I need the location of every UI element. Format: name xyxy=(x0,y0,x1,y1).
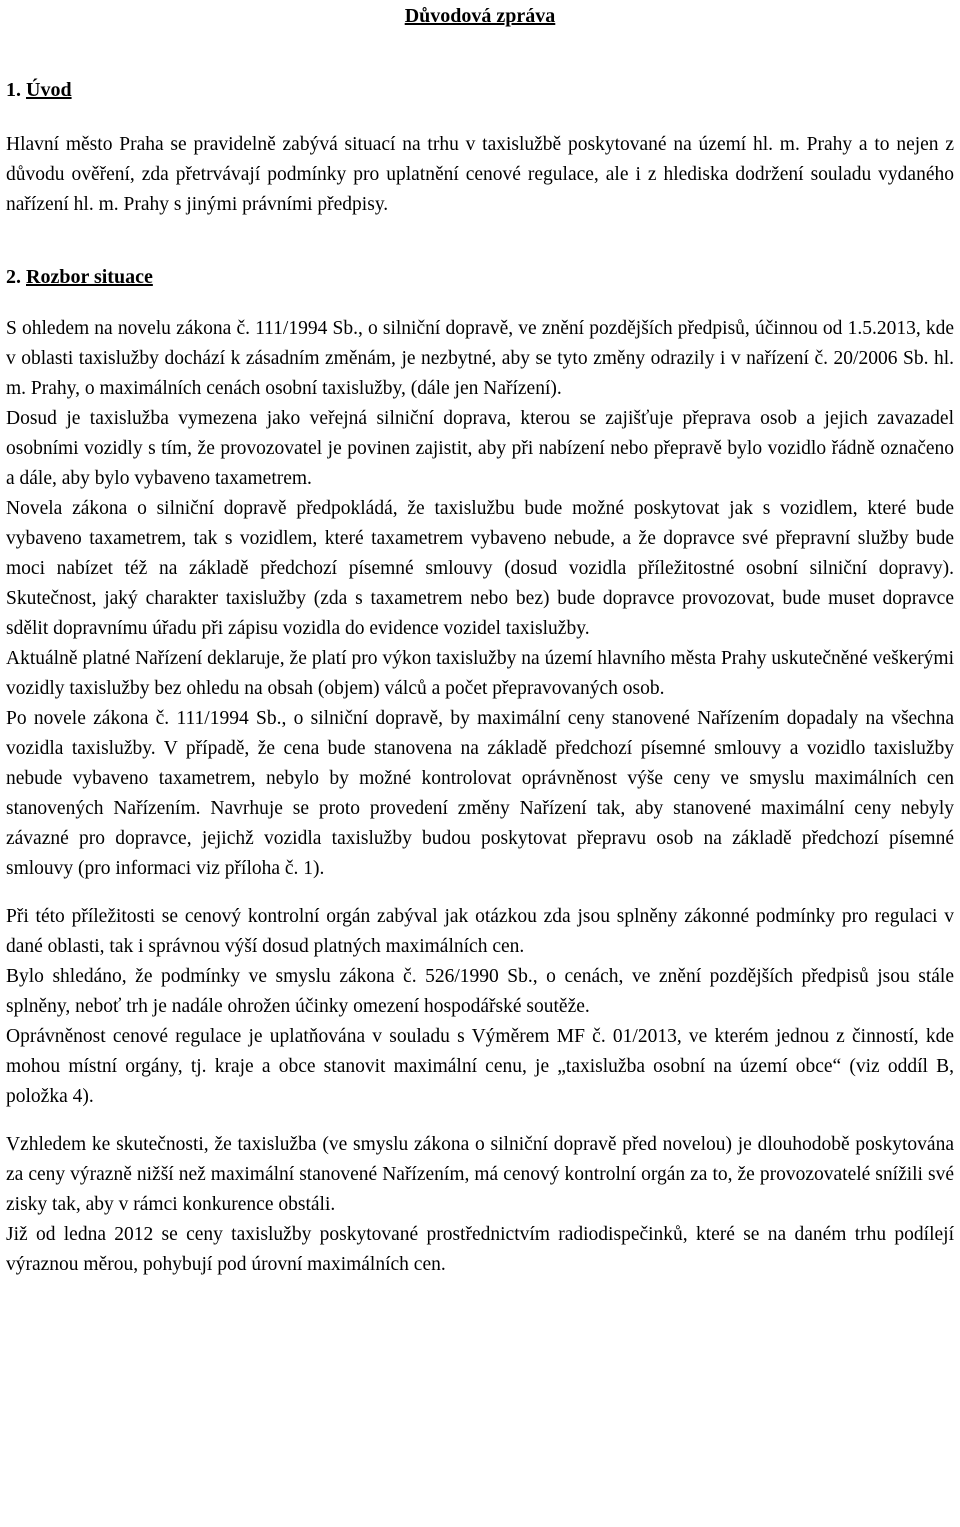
section-2-heading xyxy=(6,262,954,292)
section-2-title: Rozbor situace xyxy=(26,266,153,288)
section-1-title: Úvod xyxy=(26,79,72,101)
paragraph-price-control: Při této příležitosti se cenový kontrolní orgán zabýval jak otázkou zda jsou splněny zákonné podmínky pro regulaci v dané oblasti, tak i správnou výší dosud platných maximálních cen. xyxy=(6,906,954,957)
section-2-number: 2. xyxy=(6,266,21,288)
paragraph-long-term-prices: Vzhledem ke skutečnosti, že taxislužba (ve smyslu zákona o silniční dopravě před novelou) je dlouhodobě poskytována za ceny výrazně nižší než maximální stanovené Nařízením, má cenový kontrolní orgán za to, že provozovatelé snížili své zisky tak, aby v rámci konkurence obstáli. xyxy=(6,1134,954,1215)
paragraph-radio-dispatch: Již od ledna 2012 se ceny taxislužby poskytované prostřednictvím radiodispečinků, které se na daném trhu podílejí výraznou měrou, pohybují pod úrovní maximálních cen. xyxy=(6,1224,954,1275)
paragraph-justification: Oprávněnost cenové regulace je uplatňována v souladu s Výměrem MF č. 01/2013, ve kterém jednou z činností, kde mohou místní orgány, tj. kraje a obce stanovit maximální cenu, je „taxislužba osobní na území obce“ (viz oddíl B, položka 4). xyxy=(6,1026,954,1107)
paragraph-current-regulation: Aktuálně platné Nařízení deklaruje, že platí pro výkon taxislužby na území hlavního města Prahy uskutečněné veškerými vozidly taxislužby bez ohledu na obsah (objem) válců a počet přepravovaných osob. xyxy=(6,648,954,699)
paragraph-current-definition: Dosud je taxislužba vymezena jako veřejná silniční doprava, kterou se zajišťuje přeprava osob a jejich zavazadel osobními vozidly s tím, že provozovatel je povinen zajistit, aby při nabízení nebo přepravě bylo vozidlo řádně označeno a dále, aby bylo vybaveno taxametrem. xyxy=(6,408,954,489)
section-1-paragraph: Hlavní město Praha se pravidelně zabývá situací na trhu v taxislužbě poskytované na území hl. m. Prahy a to nejen z důvodu ověření, zda přetrvávají podmínky pro uplatnění cenové regulace, ale i z hlediska dodržení souladu vydaného nařízení hl. m. Prahy s jinými právními předpisy. xyxy=(6,134,954,215)
section-1-heading xyxy=(6,75,954,105)
paragraph-after-amendment: Po novele zákona č. 111/1994 Sb., o silniční dopravě, by maximální ceny stanovené Nařízením dopadaly na všechna vozidla taxislužby. V případě, že cena bude stanovena na základě předchozí písemné smlouvy a vozidlo taxislužby nebude vybaveno taxametrem, nebylo by možné kontrolovat oprávněnost výše ceny ve smyslu maximálních cen stanovených Nařízením. Navrhuje se proto provedení změny Nařízení tak, aby stanovené maximální ceny nebyly závazné pro dopravce, jejichž vozidla taxislužby budou poskytovat přepravu osob na základě předchozí písemné smlouvy (pro informaci viz příloha č. 1). xyxy=(6,708,954,879)
paragraph-conditions: Bylo shledáno, že podmínky ve smyslu zákona č. 526/1990 Sb., o cenách, ve znění pozdějších předpisů jsou stále splněny, neboť trh je nadále ohrožen účinky omezení hospodářské soutěže. xyxy=(6,966,954,1017)
document-title: Důvodová zpráva xyxy=(404,5,556,27)
paragraph-novel-law: S ohledem na novelu zákona č. 111/1994 Sb., o silniční dopravě, ve znění pozdějších předpisů, účinnou od 1.5.2013, kde v oblasti taxislužby dochází k zásadním změnám, je nezbytné, aby se tyto změny odrazily i v nařízení č. 20/2006 Sb. hl. m. Prahy, o maximálních cenách osobní taxislužby, (dále jen Nařízení). xyxy=(6,318,954,399)
section-1-number: 1. xyxy=(6,79,21,101)
paragraph-amendment: Novela zákona o silniční dopravě předpokládá, že taxislužbu bude možné poskytovat jak s vozidlem, které bude vybaveno taxametrem, tak s vozidlem, které taxametrem vybaveno nebude, a že dopravce své přepravní služby bude moci nabízet též na základě předchozí písemné smlouvy (dosud vozidla příležitostné osobní silniční dopravy). Skutečnost, jaký charakter taxislužby (zda s taxametrem nebo bez) bude dopravce provozovat, bude muset dopravce sdělit dopravnímu úřadu při zápisu vozidla do evidence vozidel taxislužby. xyxy=(6,498,954,639)
